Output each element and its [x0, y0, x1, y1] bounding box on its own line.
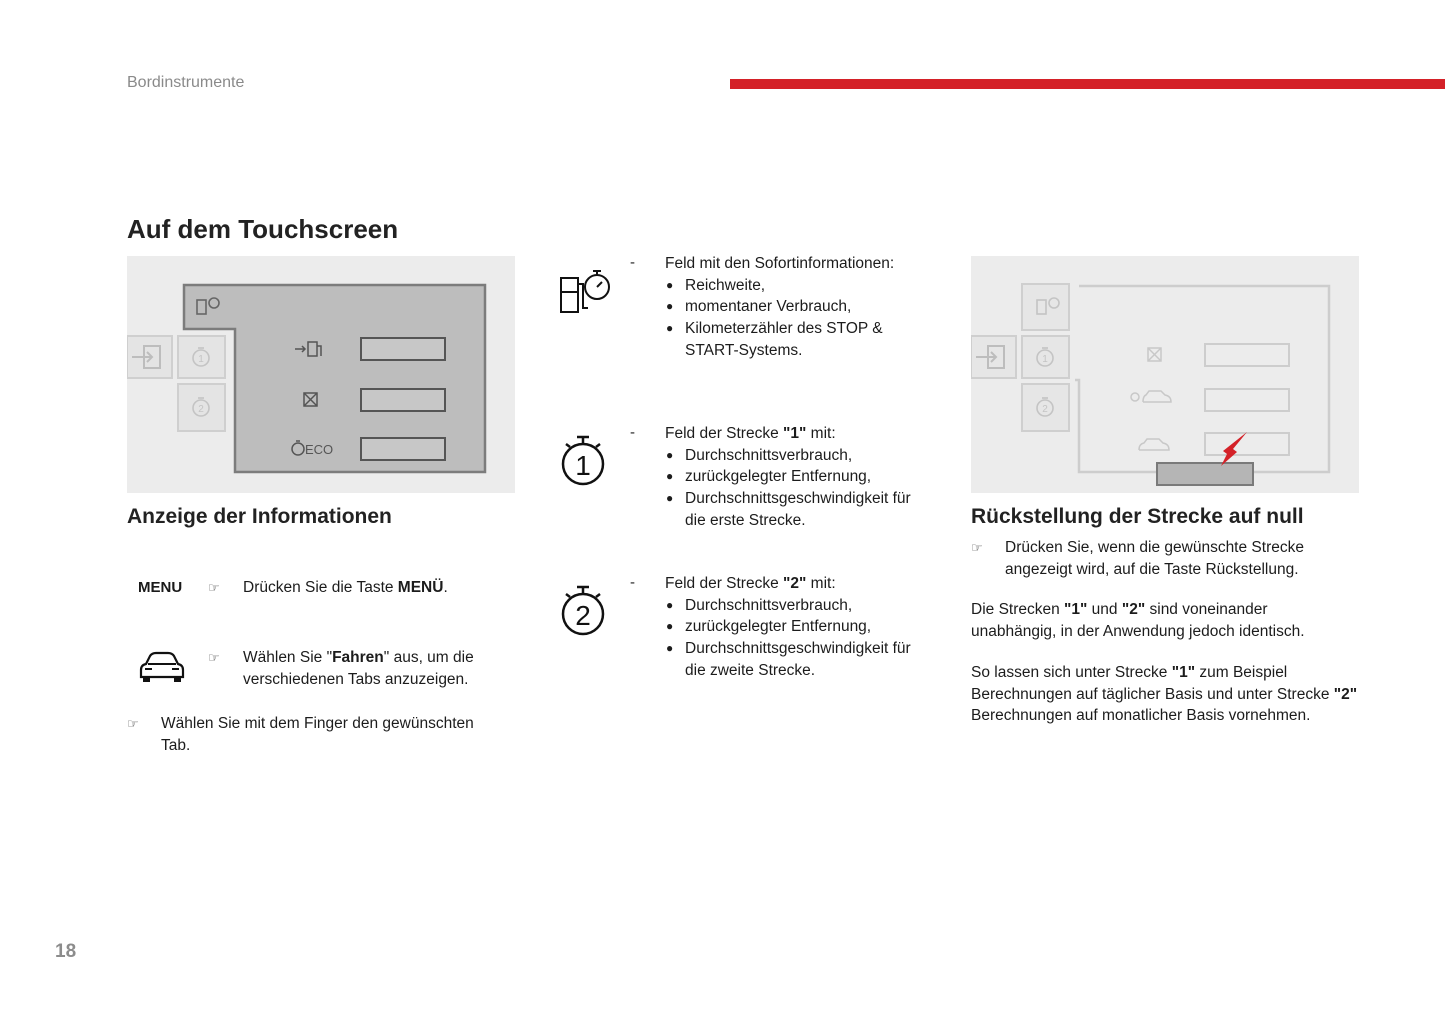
speed-car-icon	[1139, 439, 1169, 450]
list-item: ● Reichweite,	[665, 275, 935, 297]
section-title: Bordinstrumente	[127, 74, 245, 91]
distance-car-icon	[1131, 391, 1171, 402]
hand-pointer-icon: ☞	[127, 716, 139, 731]
list-dash: -	[630, 574, 635, 591]
svg-text:2: 2	[1042, 404, 1048, 415]
reset-step: Drücken Sie, wenn die gewünschte Strecke angezeigt wird, auf die Taste Rückstellung.	[1005, 539, 1304, 578]
touchscreen-reset-drawing	[971, 256, 1359, 493]
trip-2-block: Feld der Strecke "2" mit: ● Durchschnittsverbrauch, ● zurückgelegter Entfernung, ● Durchschnittsgeschwindigkeit für die zweite Strecke.	[665, 573, 935, 682]
menu-key-label: MENU	[138, 579, 183, 596]
trip-1-block: Feld der Strecke "1" mit: ● Durchschnittsverbrauch, ● zurückgelegter Entfernung, ● Durchschnittsgeschwindigkeit für die erste Strecke.	[665, 423, 935, 532]
list-dash: -	[630, 254, 635, 271]
trip-2-list	[665, 595, 935, 682]
page-title: Auf dem Touchscreen	[127, 214, 399, 244]
list-item: ● Durchschnittsverbrauch,	[665, 595, 935, 617]
hand-pointer-icon: ☞	[971, 540, 983, 555]
svg-text:2: 2	[575, 600, 591, 631]
list-item: ● Kilometerzähler des STOP & START-Systems.	[665, 318, 885, 361]
car-icon	[137, 648, 187, 689]
hand-pointer-icon: ☞	[208, 650, 220, 665]
list-item: ● zurückgelegter Entfernung,	[665, 616, 935, 638]
hand-pointer-icon: ☞	[208, 580, 220, 595]
consumption-value-field	[361, 389, 445, 411]
info-display-heading: Anzeige der Informationen	[127, 505, 392, 528]
reset-trip-heading: Rückstellung der Strecke auf null	[971, 505, 1304, 528]
trip-2-stopwatch-icon	[559, 584, 607, 643]
svg-text:2: 2	[198, 404, 204, 415]
trip-1-list	[665, 445, 935, 532]
trips-independent-paragraph: Die Strecken "1" und "2" sind voneinander unabhängig, in der Anwendung jedoch identisch.	[971, 601, 1305, 640]
svg-text:1: 1	[198, 354, 204, 365]
consumption-icon	[1148, 348, 1161, 361]
step-press-menu: Drücken Sie die Taste MENÜ.	[243, 579, 448, 596]
trip-1-stopwatch-icon	[559, 434, 607, 493]
touchscreen-info-drawing	[127, 256, 515, 493]
step-select-tab: Wählen Sie mit dem Finger den gewünschten Tab.	[161, 715, 474, 754]
stop-start-value-field	[361, 438, 445, 460]
list-item: ● Durchschnittsgeschwindigkeit für die erste Strecke.	[665, 488, 915, 531]
list-item: ● Durchschnittsverbrauch,	[665, 445, 935, 467]
touchscreen-reset-illustration	[971, 256, 1359, 493]
list-item: ● momentaner Verbrauch,	[665, 296, 935, 318]
list-dash: -	[630, 424, 635, 441]
fuel-stopwatch-icon	[558, 266, 614, 321]
range-value-field	[361, 338, 445, 360]
svg-text:1: 1	[1042, 354, 1048, 365]
step-select-driving: Wählen Sie "Fahren" aus, um die verschiedenen Tabs anzuzeigen.	[243, 649, 474, 688]
header-accent-bar	[730, 79, 1445, 89]
instant-info-list	[665, 275, 935, 362]
instant-info-block: Feld mit den Sofortinformationen: ● Reichweite, ● momentaner Verbrauch, ● Kilometerzähler des STOP & START-Systems.	[665, 253, 935, 362]
reset-button	[1157, 463, 1253, 485]
svg-text:1: 1	[575, 450, 591, 481]
touchscreen-info-illustration	[127, 256, 515, 493]
eco-label: ECO	[305, 442, 334, 457]
list-item: ● zurückgelegter Entfernung,	[665, 466, 935, 488]
trips-example-paragraph: So lassen sich unter Strecke "1" zum Beispiel Berechnungen auf täglicher Basis und unter Strecke "2" Berechnungen auf monatlicher Basis vornehmen.	[971, 664, 1358, 725]
page-number: 18	[55, 941, 77, 962]
list-item: ● Durchschnittsgeschwindigkeit für die zweite Strecke.	[665, 638, 915, 681]
